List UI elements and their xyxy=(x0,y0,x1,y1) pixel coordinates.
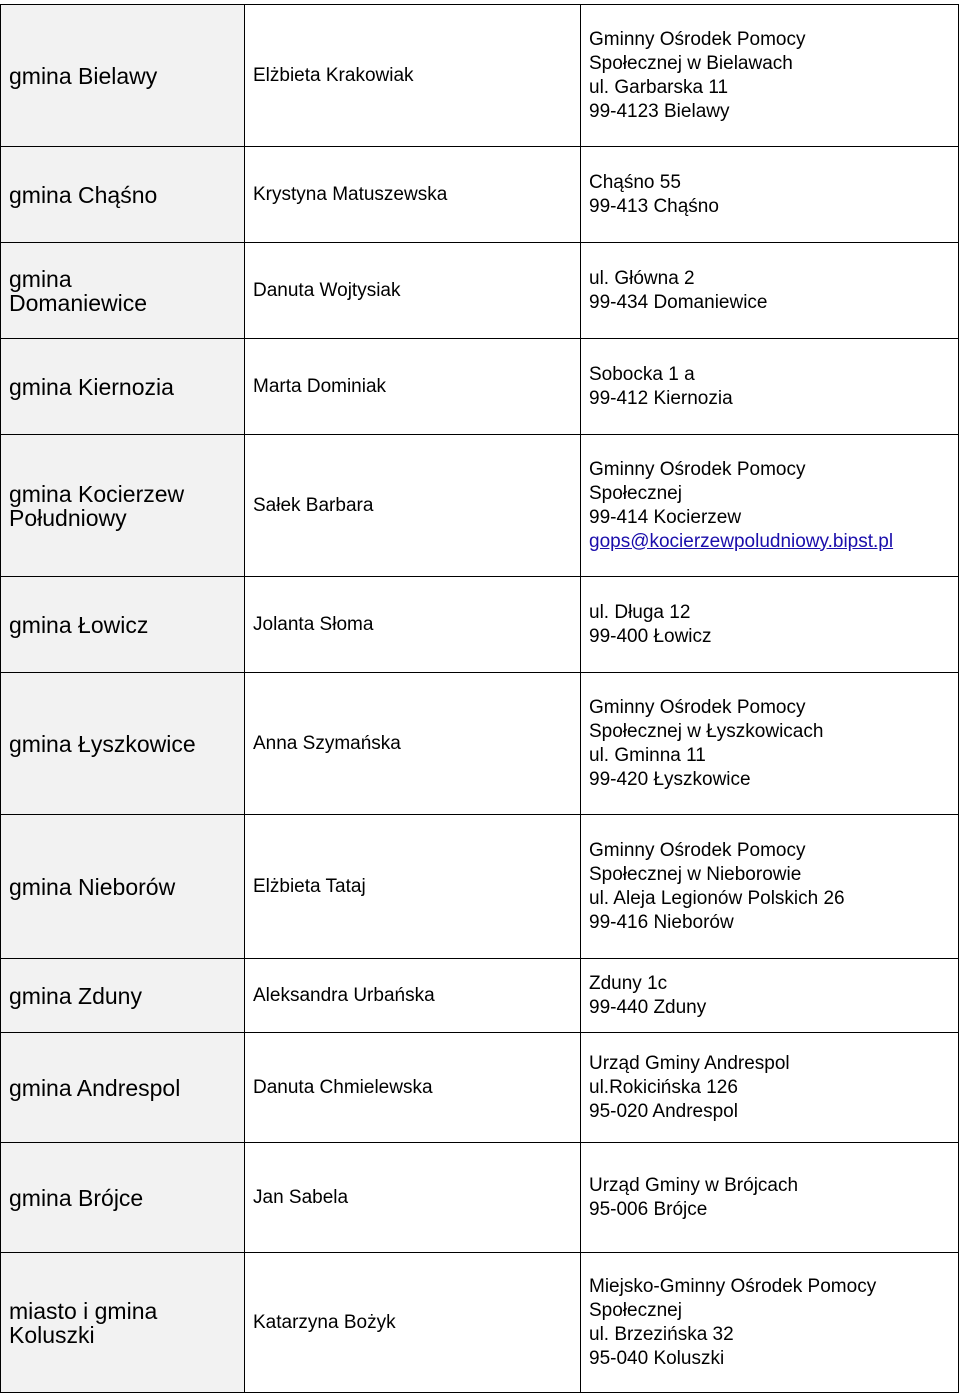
gmina-cell: gmina Bielawy xyxy=(1,5,245,147)
address-cell xyxy=(581,577,959,673)
address-cell xyxy=(581,435,959,577)
table-row xyxy=(1,243,959,339)
table-row xyxy=(1,1143,959,1253)
address-line: Gminny Ośrodek Pomocy xyxy=(589,458,806,480)
email-link[interactable]: gops@kocierzewpoludniowy.bipst.pl xyxy=(589,530,894,552)
address-line: ul. Garbarska 11 xyxy=(589,76,729,98)
address-cell xyxy=(581,673,959,815)
contact-person-cell: Katarzyna Bożyk xyxy=(245,1253,581,1393)
address-cell xyxy=(581,1253,959,1393)
contact-person-cell: Elżbieta Krakowiak xyxy=(245,5,581,147)
table-row xyxy=(1,1033,959,1143)
gmina-cell: gmina Łowicz xyxy=(1,577,245,673)
address-line: ul. Gminna 11 xyxy=(589,744,706,766)
contact-person-cell: Anna Szymańska xyxy=(245,673,581,815)
address-line: 99-416 Nieborów xyxy=(589,911,734,933)
gmina-cell: gmina Zduny xyxy=(1,959,245,1033)
contact-person-cell: Danuta Chmielewska xyxy=(245,1033,581,1143)
address-cell xyxy=(581,339,959,435)
contact-person-cell: Aleksandra Urbańska xyxy=(245,959,581,1033)
gmina-cell: gmina Łyszkowice xyxy=(1,673,245,815)
gmina-cell: gmina Andrespol xyxy=(1,1033,245,1143)
address-cell xyxy=(581,1143,959,1253)
contact-person-cell: Marta Dominiak xyxy=(245,339,581,435)
table-row xyxy=(1,147,959,243)
address-line: Gminny Ośrodek Pomocy xyxy=(589,696,806,718)
contacts-table xyxy=(0,4,959,1393)
address-line: 99-4123 Bielawy xyxy=(589,100,730,122)
contact-person-cell: Danuta Wojtysiak xyxy=(245,243,581,339)
address-line: 99-420 Łyszkowice xyxy=(589,768,751,790)
table-row xyxy=(1,435,959,577)
address-cell xyxy=(581,1033,959,1143)
table-row xyxy=(1,339,959,435)
address-line: Gminny Ośrodek Pomocy xyxy=(589,28,806,50)
table-row xyxy=(1,5,959,147)
gmina-cell: gmina Brójce xyxy=(1,1143,245,1253)
address-line: Urząd Gminy Andrespol xyxy=(589,1052,790,1074)
address-cell xyxy=(581,147,959,243)
table-row xyxy=(1,1253,959,1393)
address-line: 99-412 Kiernozia xyxy=(589,387,733,409)
address-line: Społecznej xyxy=(589,1299,682,1321)
address-line: 99-413 Chąśno xyxy=(589,195,719,217)
table-row xyxy=(1,815,959,959)
address-cell xyxy=(581,959,959,1033)
address-cell xyxy=(581,815,959,959)
address-line: ul. Główna 2 xyxy=(589,267,695,289)
address-cell xyxy=(581,243,959,339)
address-line: Gminny Ośrodek Pomocy xyxy=(589,839,806,861)
address-line: ul.Rokicińska 126 xyxy=(589,1076,738,1098)
address-line: 99-440 Zduny xyxy=(589,996,707,1018)
gmina-cell: gmina Domaniewice xyxy=(1,243,245,339)
address-cell xyxy=(581,5,959,147)
contact-person-cell: Jan Sabela xyxy=(245,1143,581,1253)
address-line: Społecznej w Bielawach xyxy=(589,52,793,74)
table-row xyxy=(1,673,959,815)
gmina-cell: gmina Chąśno xyxy=(1,147,245,243)
address-line: Miejsko-Gminny Ośrodek Pomocy xyxy=(589,1275,877,1297)
address-line: 95-020 Andrespol xyxy=(589,1100,738,1122)
address-line: Sobocka 1 a xyxy=(589,363,695,385)
gmina-cell: miasto i gmina Koluszki xyxy=(1,1253,245,1393)
address-line: Społecznej w Nieborowie xyxy=(589,863,802,885)
address-line: Urząd Gminy w Brójcach xyxy=(589,1174,799,1196)
address-line: Społecznej w Łyszkowicach xyxy=(589,720,824,742)
address-line: ul. Brzezińska 32 xyxy=(589,1323,734,1345)
table-row xyxy=(1,577,959,673)
address-line: 99-434 Domaniewice xyxy=(589,291,768,313)
address-line: Zduny 1c xyxy=(589,972,668,994)
address-line: ul. Aleja Legionów Polskich 26 xyxy=(589,887,845,909)
gmina-cell: gmina Kiernozia xyxy=(1,339,245,435)
gmina-cell: gmina Kocierzew Południowy xyxy=(1,435,245,577)
contact-person-cell: Jolanta Słoma xyxy=(245,577,581,673)
contact-person-cell: Sałek Barbara xyxy=(245,435,581,577)
address-line: 99-414 Kocierzew xyxy=(589,506,742,528)
address-line: 95-040 Koluszki xyxy=(589,1347,725,1369)
address-line: 95-006 Brójce xyxy=(589,1198,708,1220)
contact-person-cell: Krystyna Matuszewska xyxy=(245,147,581,243)
address-line: 99-400 Łowicz xyxy=(589,625,712,647)
table-row xyxy=(1,959,959,1033)
address-line: Chąśno 55 xyxy=(589,171,681,193)
address-line: Społecznej xyxy=(589,482,682,504)
address-line: ul. Długa 12 xyxy=(589,601,691,623)
contact-person-cell: Elżbieta Tataj xyxy=(245,815,581,959)
gmina-cell: gmina Nieborów xyxy=(1,815,245,959)
